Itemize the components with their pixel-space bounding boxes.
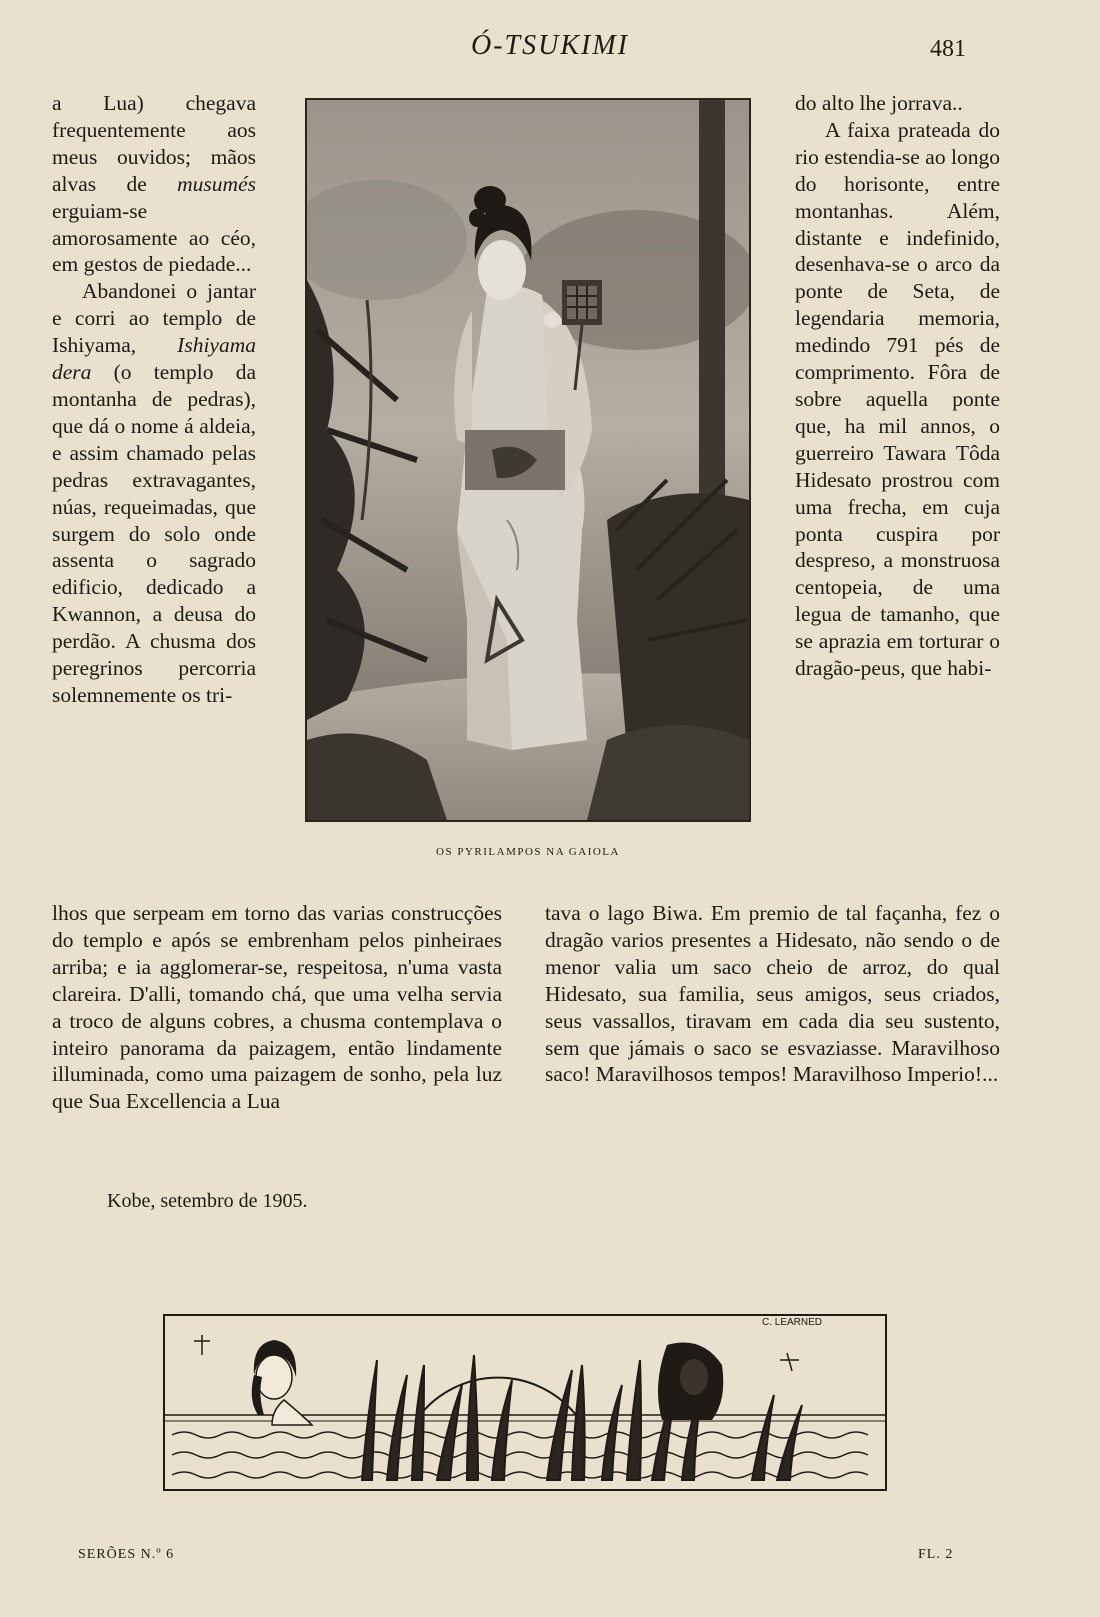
paragraph: A faixa prateada do rio estendia-se ao longo do horisonte, entre montanhas. Além, distante e indefinido, desenhava-se o arco da ponte de Seta, de legendaria memoria, medindo 791 pés de comprimento. Fôra de sobre aquella ponte que, ha mil annos, o guerreiro Tawara Tôda Hidesato prostrou com uma frecha, em cuja ponta cuspira por despreso, a monstruosa centopeia, de uma legua de tamanho, que se aprazia em torturar o dragão-peus, que habi- — [795, 117, 1000, 681]
right-narrow-column — [795, 90, 1000, 682]
paragraph: do alto lhe jorrava.. — [795, 91, 963, 115]
vignette-illustration — [162, 1305, 890, 1495]
left-wide-column — [52, 900, 502, 1115]
photo-caption: OS PYRILAMPOS NA GAIOLA — [436, 846, 620, 858]
decorative-vignette — [162, 1305, 890, 1495]
right-wide-column — [545, 900, 1000, 1088]
page-title: Ó-TSUKIMI — [471, 30, 629, 61]
footer-issue: SERÕES N.º 6 — [78, 1547, 175, 1562]
photograph-woman-with-lantern — [305, 98, 751, 822]
paragraph: lhos que serpeam em torno das varias construcções do templo e após se embrenham pelos pinheiraes arriba; e ia agglomerar-se, respeitosa, n'uma vasta clareira. D'alli, tomando chá, que uma velha servia a troco de alguns cobres, a chusma contemplava o inteiro panorama da paizagem, então lindamente illuminada, como uma paizagem de sonho, pela luz que Sua Excellencia a Lua — [52, 901, 502, 1114]
page-number: 481 — [930, 36, 966, 62]
vignette-signature: C. LEARNED — [762, 1317, 823, 1328]
dateline: Kobe, setembro de 1905. — [107, 1190, 308, 1212]
italic-term: Ishiyama dera — [52, 333, 256, 385]
paragraph: Abandonei o jantar e corri ao templo de Ishiyama, Ishiyama dera (o templo da montanha de pedras), que dá o nome á aldeia, e assim chamado pelas pedras extravagantes, núas, requeimadas, que surgem do solo onde assenta o sagrado edificio, dedicado a Kwannon, a deusa do perdão. A chusma dos peregrinos percorria solemnemente os tri- — [52, 279, 256, 707]
photo-illustration — [307, 100, 749, 820]
paragraph: a Lua) chegava frequentemente aos meus ouvidos; mãos alvas de musumés erguiam-se amorosamente ao céo, em gestos de piedade... — [52, 91, 256, 277]
italic-term: musumés — [177, 171, 256, 196]
left-narrow-column — [52, 90, 256, 709]
footer-sheet: FL. 2 — [918, 1547, 954, 1562]
paragraph: tava o lago Biwa. Em premio de tal façanha, fez o dragão varios presentes a Hidesato, não sendo o de menor valia um saco cheio de arroz, do qual Hidesato, sua familia, seus amigos, seus criados, seus vassallos, tiravam em cada dia seu sustento, sem que jámais o saco se esvaziasse. Maravilhoso saco! Maravilhosos tempos! Maravilhoso Imperio!... — [545, 901, 1000, 1087]
